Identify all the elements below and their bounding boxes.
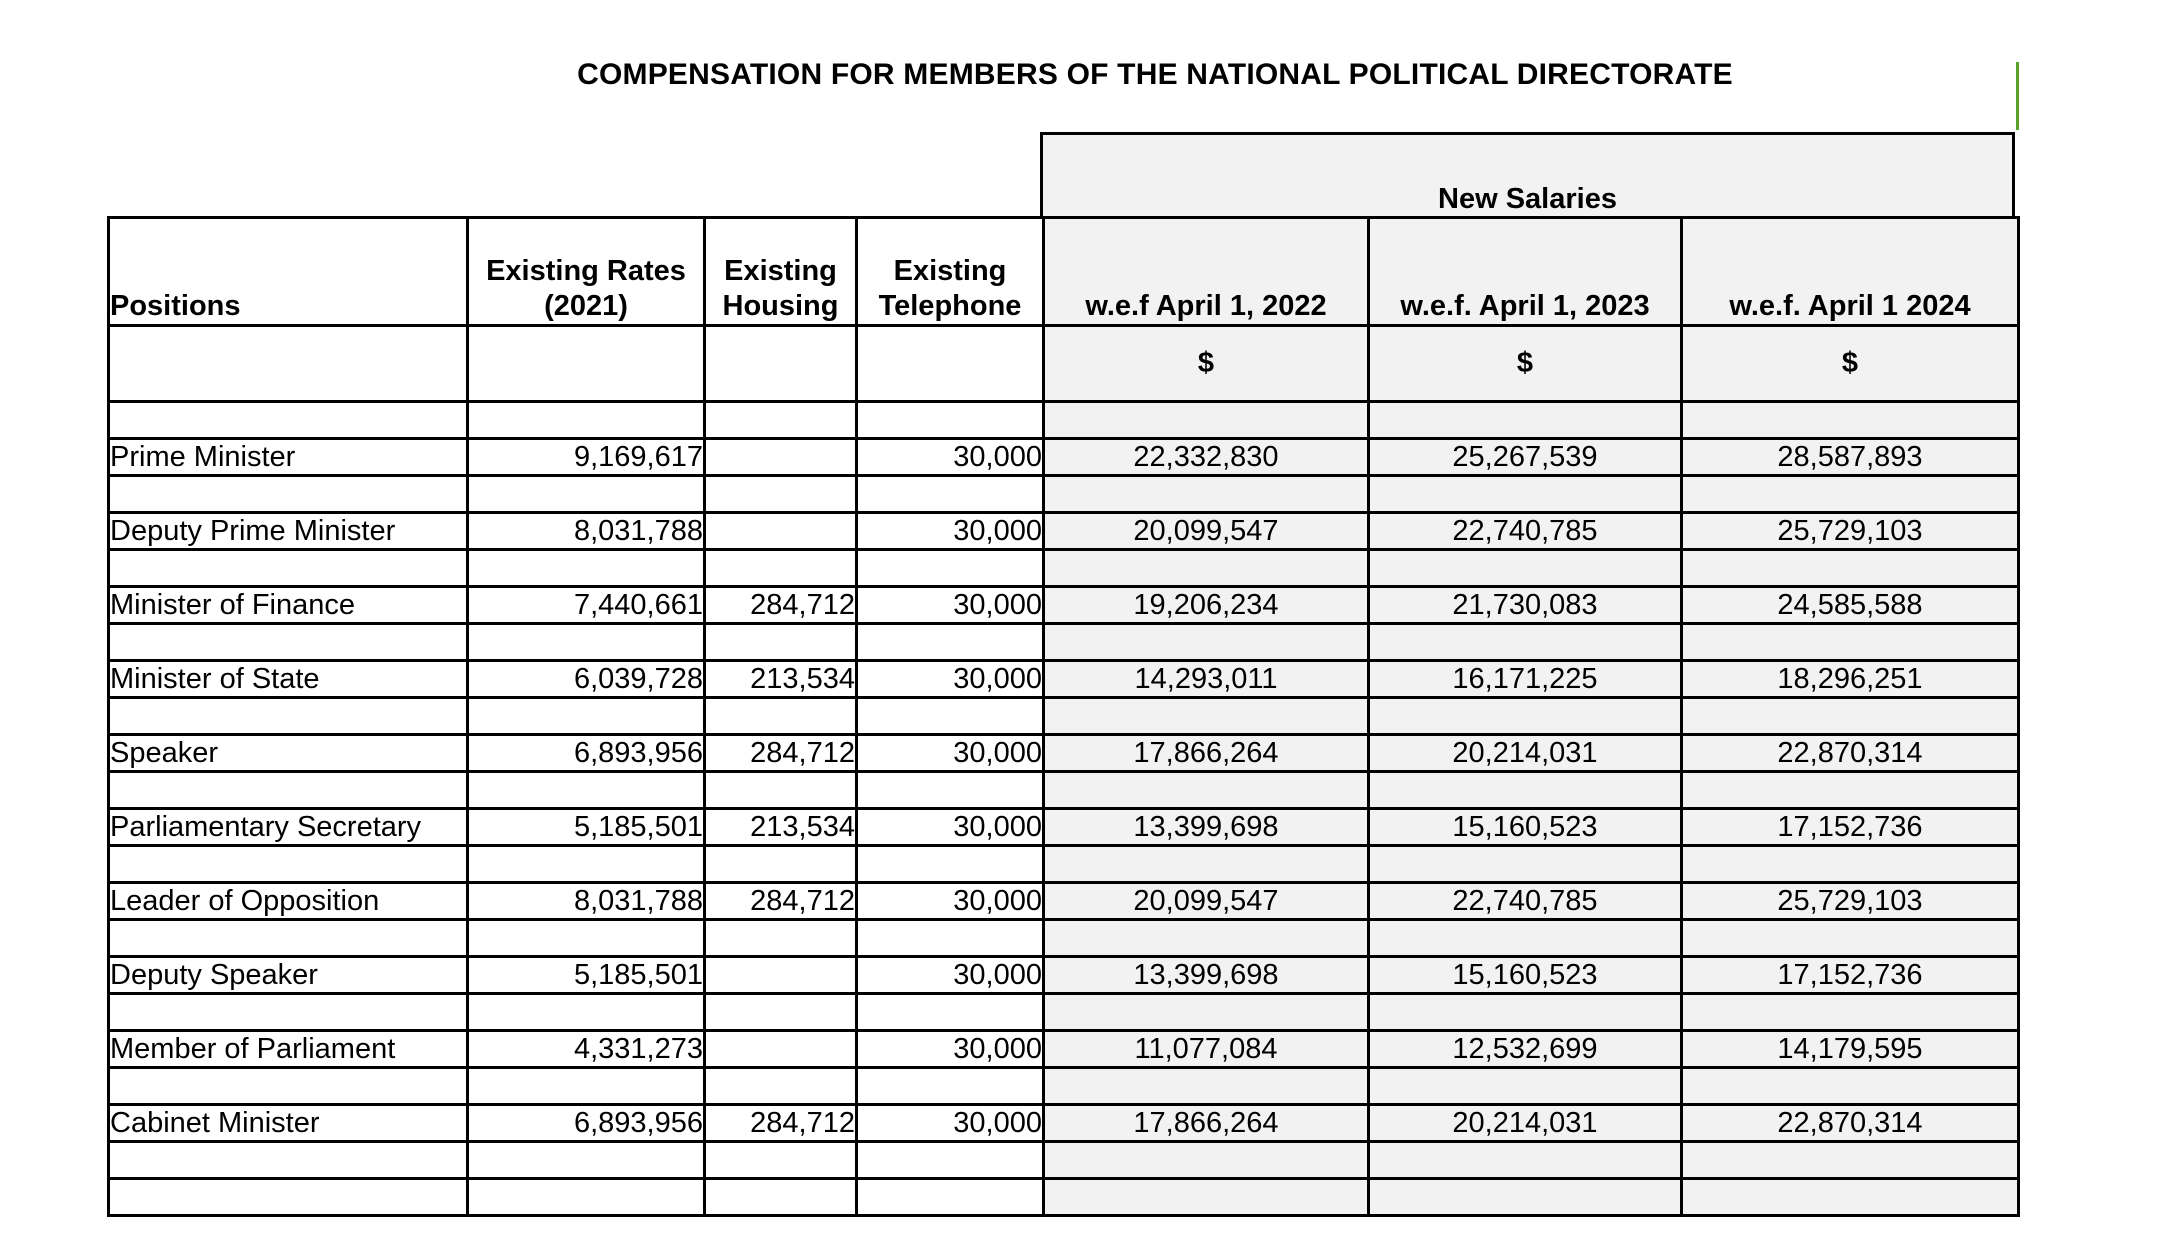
existing-housing-cell: 213,534 [705,809,857,846]
spacer-row [109,1179,2019,1216]
blank-cell [468,698,705,735]
existing-rates-cell: 8,031,788 [468,513,705,550]
table-row [109,587,2019,624]
blank-cell [109,476,468,513]
blank-cell [1044,994,1369,1031]
blank-cell [109,698,468,735]
existing-housing-cell [705,1031,857,1068]
blank-cell [468,1068,705,1105]
salary-2022-cell: 13,399,698 [1044,957,1369,994]
spacer-row [109,476,2019,513]
blank-cell [1682,772,2019,809]
blank-cell [1682,846,2019,883]
table-row [109,513,2019,550]
position-cell: Cabinet Minister [109,1105,468,1142]
spacer-row [109,994,2019,1031]
salary-2024-cell: 22,870,314 [1682,1105,2019,1142]
existing-telephone-cell: 30,000 [857,1031,1044,1068]
blank-cell [1369,1068,1682,1105]
position-cell: Member of Parliament [109,1031,468,1068]
position-cell: Minister of Finance [109,587,468,624]
existing-rates-cell: 8,031,788 [468,883,705,920]
existing-rates-cell: 4,331,273 [468,1031,705,1068]
blank-cell [857,402,1044,439]
existing-rates-cell: 6,039,728 [468,661,705,698]
blank-cell [1369,1179,1682,1216]
existing-telephone-cell: 30,000 [857,1105,1044,1142]
compensation-table [107,216,2020,1217]
existing-housing-cell [705,439,857,476]
blank-cell [1682,550,2019,587]
blank-cell [468,402,705,439]
blank-cell [468,326,705,402]
col-header-existing-telephone [857,218,1044,326]
existing-telephone-cell: 30,000 [857,513,1044,550]
blank-cell [109,772,468,809]
spacer-row [109,402,2019,439]
col-header-existing-housing-label: Existing Housing [722,255,839,323]
blank-cell [1369,698,1682,735]
blank-cell [1369,772,1682,809]
blank-cell [1369,1142,1682,1179]
salary-2024-cell: 17,152,736 [1682,957,2019,994]
currency-symbol-2023: $ [1369,326,1682,402]
blank-cell [109,550,468,587]
salary-2022-cell: 20,099,547 [1044,513,1369,550]
existing-rates-cell: 5,185,501 [468,957,705,994]
table-row [109,1031,2019,1068]
blank-cell [1044,1179,1369,1216]
salary-2022-cell: 20,099,547 [1044,883,1369,920]
col-header-positions: Positions [109,218,468,326]
salary-2024-cell: 28,587,893 [1682,439,2019,476]
existing-telephone-cell: 30,000 [857,439,1044,476]
spacer-row [109,1068,2019,1105]
blank-cell [1044,550,1369,587]
salary-2023-cell: 20,214,031 [1369,735,1682,772]
blank-cell [1682,994,2019,1031]
table-row [109,735,2019,772]
salary-2024-cell: 17,152,736 [1682,809,2019,846]
spacer-row [109,624,2019,661]
blank-cell [468,550,705,587]
blank-cell [109,326,468,402]
col-header-existing-rates-label: Existing Rates (2021) [486,255,686,323]
blank-cell [1044,1142,1369,1179]
blank-cell [109,846,468,883]
salary-2024-cell: 25,729,103 [1682,883,2019,920]
salary-2022-cell: 19,206,234 [1044,587,1369,624]
blank-cell [1682,1179,2019,1216]
blank-cell [857,1142,1044,1179]
blank-cell [109,920,468,957]
blank-cell [1682,1142,2019,1179]
existing-telephone-cell: 30,000 [857,957,1044,994]
blank-cell [468,846,705,883]
existing-rates-cell: 7,440,661 [468,587,705,624]
blank-cell [705,402,857,439]
spacer-row [109,846,2019,883]
salary-2023-cell: 21,730,083 [1369,587,1682,624]
blank-cell [109,1068,468,1105]
salary-2022-cell: 17,866,264 [1044,1105,1369,1142]
blank-cell [1682,402,2019,439]
existing-housing-cell: 213,534 [705,661,857,698]
salary-2023-cell: 15,160,523 [1369,809,1682,846]
salary-2022-cell: 17,866,264 [1044,735,1369,772]
blank-cell [857,994,1044,1031]
salary-2024-cell: 18,296,251 [1682,661,2019,698]
blank-cell [705,550,857,587]
existing-housing-cell: 284,712 [705,1105,857,1142]
blank-cell [468,772,705,809]
salary-2023-cell: 22,740,785 [1369,883,1682,920]
column-header-row [109,218,2019,326]
blank-cell [109,1142,468,1179]
col-header-wef-2022: w.e.f April 1, 2022 [1044,218,1369,326]
blank-cell [1044,476,1369,513]
spacer-row [109,772,2019,809]
blank-cell [705,698,857,735]
blank-cell [705,326,857,402]
blank-cell [1044,772,1369,809]
salary-2024-cell: 22,870,314 [1682,735,2019,772]
blank-cell [705,1179,857,1216]
existing-housing-cell: 284,712 [705,735,857,772]
col-header-existing-telephone-label: Existing Telephone [878,255,1022,323]
blank-cell [857,476,1044,513]
spacer-row [109,698,2019,735]
col-header-wef-2024: w.e.f. April 1 2024 [1682,218,2019,326]
blank-cell [1369,550,1682,587]
existing-housing-cell [705,957,857,994]
existing-telephone-cell: 30,000 [857,883,1044,920]
blank-cell [468,920,705,957]
salary-2023-cell: 25,267,539 [1369,439,1682,476]
blank-cell [1682,1068,2019,1105]
position-cell: Deputy Speaker [109,957,468,994]
blank-cell [857,698,1044,735]
existing-rates-cell: 5,185,501 [468,809,705,846]
blank-cell [1044,624,1369,661]
salary-2024-cell: 14,179,595 [1682,1031,2019,1068]
blank-cell [1044,846,1369,883]
blank-cell [857,920,1044,957]
position-cell: Leader of Opposition [109,883,468,920]
blank-cell [1369,624,1682,661]
blank-cell [468,476,705,513]
blank-cell [468,1142,705,1179]
blank-cell [1369,846,1682,883]
salary-2022-cell: 14,293,011 [1044,661,1369,698]
salary-2024-cell: 25,729,103 [1682,513,2019,550]
blank-cell [857,772,1044,809]
table-row [109,809,2019,846]
blank-cell [109,1179,468,1216]
blank-cell [705,772,857,809]
existing-telephone-cell: 30,000 [857,809,1044,846]
blank-cell [857,550,1044,587]
blank-cell [705,476,857,513]
blank-cell [705,846,857,883]
blank-cell [705,920,857,957]
blank-cell [1369,994,1682,1031]
blank-cell [468,624,705,661]
blank-cell [1369,402,1682,439]
table-row [109,957,2019,994]
spacer-row [109,1142,2019,1179]
salary-2023-cell: 22,740,785 [1369,513,1682,550]
blank-cell [468,994,705,1031]
page-title: COMPENSATION FOR MEMBERS OF THE NATIONAL POLITICAL DIRECTORATE [577,58,1733,91]
blank-cell [109,994,468,1031]
salary-2022-cell: 11,077,084 [1044,1031,1369,1068]
col-header-wef-2023: w.e.f. April 1, 2023 [1369,218,1682,326]
blank-cell [705,1142,857,1179]
currency-symbol-2024: $ [1682,326,2019,402]
blank-cell [857,624,1044,661]
salary-2023-cell: 12,532,699 [1369,1031,1682,1068]
salary-2023-cell: 15,160,523 [1369,957,1682,994]
blank-cell [705,994,857,1031]
blank-cell [1682,476,2019,513]
spacer-row [109,920,2019,957]
blank-cell [1044,402,1369,439]
position-cell: Deputy Prime Minister [109,513,468,550]
existing-telephone-cell: 30,000 [857,587,1044,624]
blank-cell [1044,920,1369,957]
existing-rates-cell: 6,893,956 [468,1105,705,1142]
blank-cell [857,326,1044,402]
blank-cell [1044,698,1369,735]
currency-row [109,326,2019,402]
blank-cell [857,1068,1044,1105]
col-header-existing-housing [705,218,857,326]
existing-telephone-cell: 30,000 [857,661,1044,698]
salary-2024-cell: 24,585,588 [1682,587,2019,624]
table-row [109,439,2019,476]
position-cell: Prime Minister [109,439,468,476]
col-header-existing-rates [468,218,705,326]
blank-cell [109,402,468,439]
salary-2023-cell: 16,171,225 [1369,661,1682,698]
blank-cell [468,1179,705,1216]
blank-cell [705,624,857,661]
table-row [109,661,2019,698]
table-row [109,1105,2019,1142]
blank-cell [1369,476,1682,513]
accent-line [2016,62,2019,130]
blank-cell [1682,698,2019,735]
blank-cell [1682,624,2019,661]
existing-housing-cell [705,513,857,550]
blank-cell [1369,920,1682,957]
blank-cell [857,846,1044,883]
salary-2022-cell: 13,399,698 [1044,809,1369,846]
new-salaries-group-header [1040,132,2015,218]
spacer-row [109,550,2019,587]
new-salaries-label: New Salaries [1438,183,1617,215]
existing-housing-cell: 284,712 [705,883,857,920]
currency-symbol-2022: $ [1044,326,1369,402]
table-row [109,883,2019,920]
blank-cell [1044,1068,1369,1105]
salary-2022-cell: 22,332,830 [1044,439,1369,476]
existing-housing-cell: 284,712 [705,587,857,624]
blank-cell [705,1068,857,1105]
existing-telephone-cell: 30,000 [857,735,1044,772]
existing-rates-cell: 9,169,617 [468,439,705,476]
position-cell: Speaker [109,735,468,772]
position-cell: Parliamentary Secretary [109,809,468,846]
blank-cell [109,624,468,661]
blank-cell [1682,920,2019,957]
salary-2023-cell: 20,214,031 [1369,1105,1682,1142]
existing-rates-cell: 6,893,956 [468,735,705,772]
blank-cell [857,1179,1044,1216]
position-cell: Minister of State [109,661,468,698]
